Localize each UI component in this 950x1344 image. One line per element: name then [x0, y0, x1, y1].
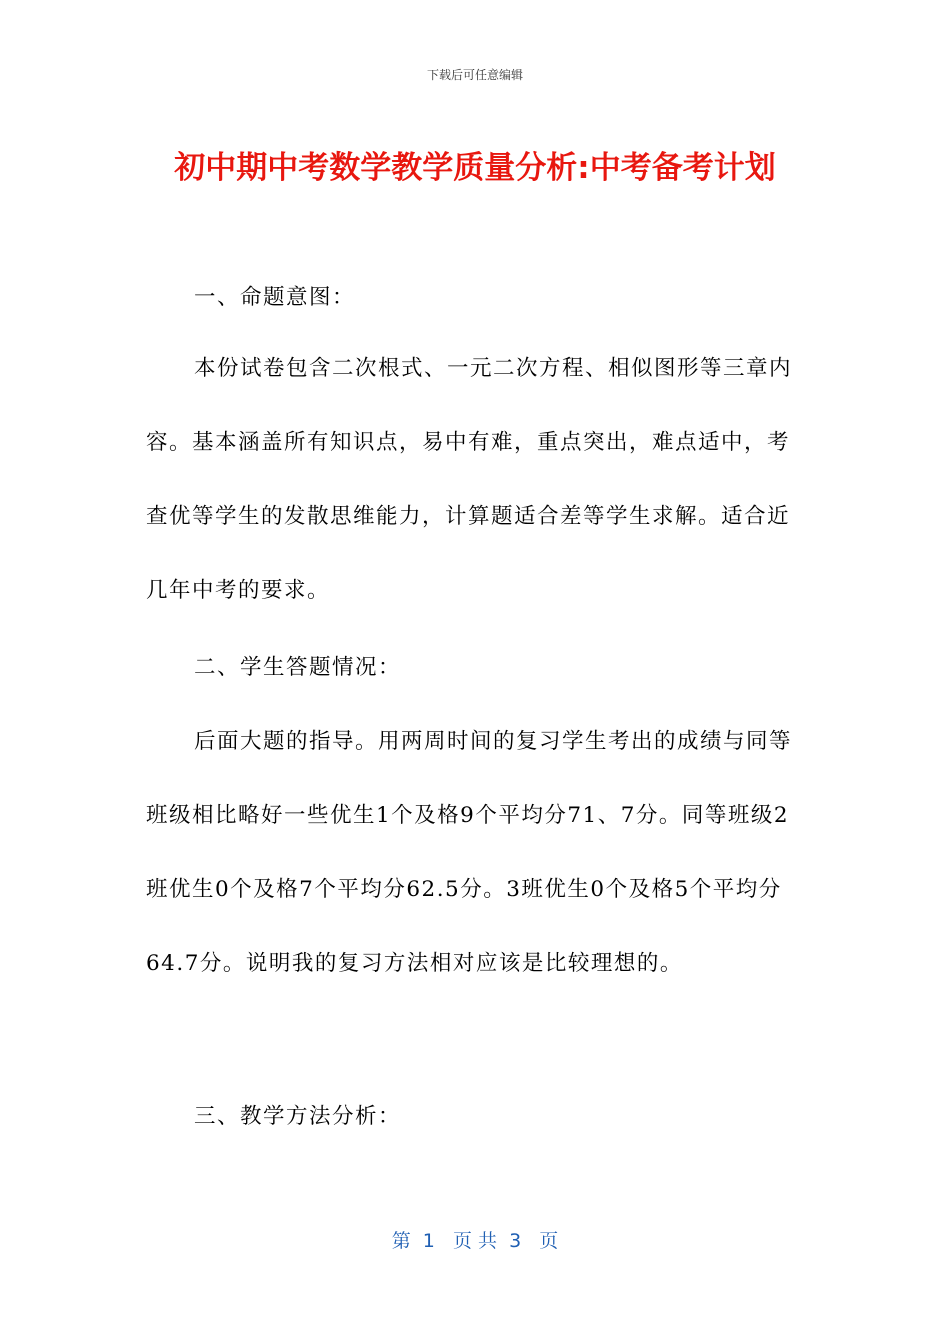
- header-note: 下载后可任意编辑: [426, 68, 523, 82]
- section-heading-2: 二、学生答题情况：: [194, 655, 402, 680]
- section-heading-3: 三、教学方法分析：: [194, 1104, 402, 1129]
- section-heading-1: 一、命题意图：: [194, 285, 356, 310]
- section-paragraph-1: [146, 332, 806, 628]
- section-paragraph-2: [146, 705, 806, 1001]
- document-title: 初中期中考数学教学质量分析:中考备考计划: [174, 150, 776, 186]
- paragraph-text: 本份试卷包含二次根式、一元二次方程、相似图形等三章内容。基本涵盖所有知识点，易中有难，重点突出，难点适中，考查优等学生的发散思维能力，计算题适合差等学生求解。适合近几年中考的要求。: [146, 356, 793, 603]
- paragraph-text: 后面大题的指导。用两周时间的复习学生考出的成绩与同等班级相比略好一些优生1个及格9个平均分71、7分。同等班级2班优生0个及格7个平均分62.5分。3班优生0个及格5个平均分64.7分。说明我的复习方法相对应该是比较理想的。: [146, 729, 793, 976]
- page-footer: 第 1 页 共 3 页: [391, 1230, 559, 1252]
